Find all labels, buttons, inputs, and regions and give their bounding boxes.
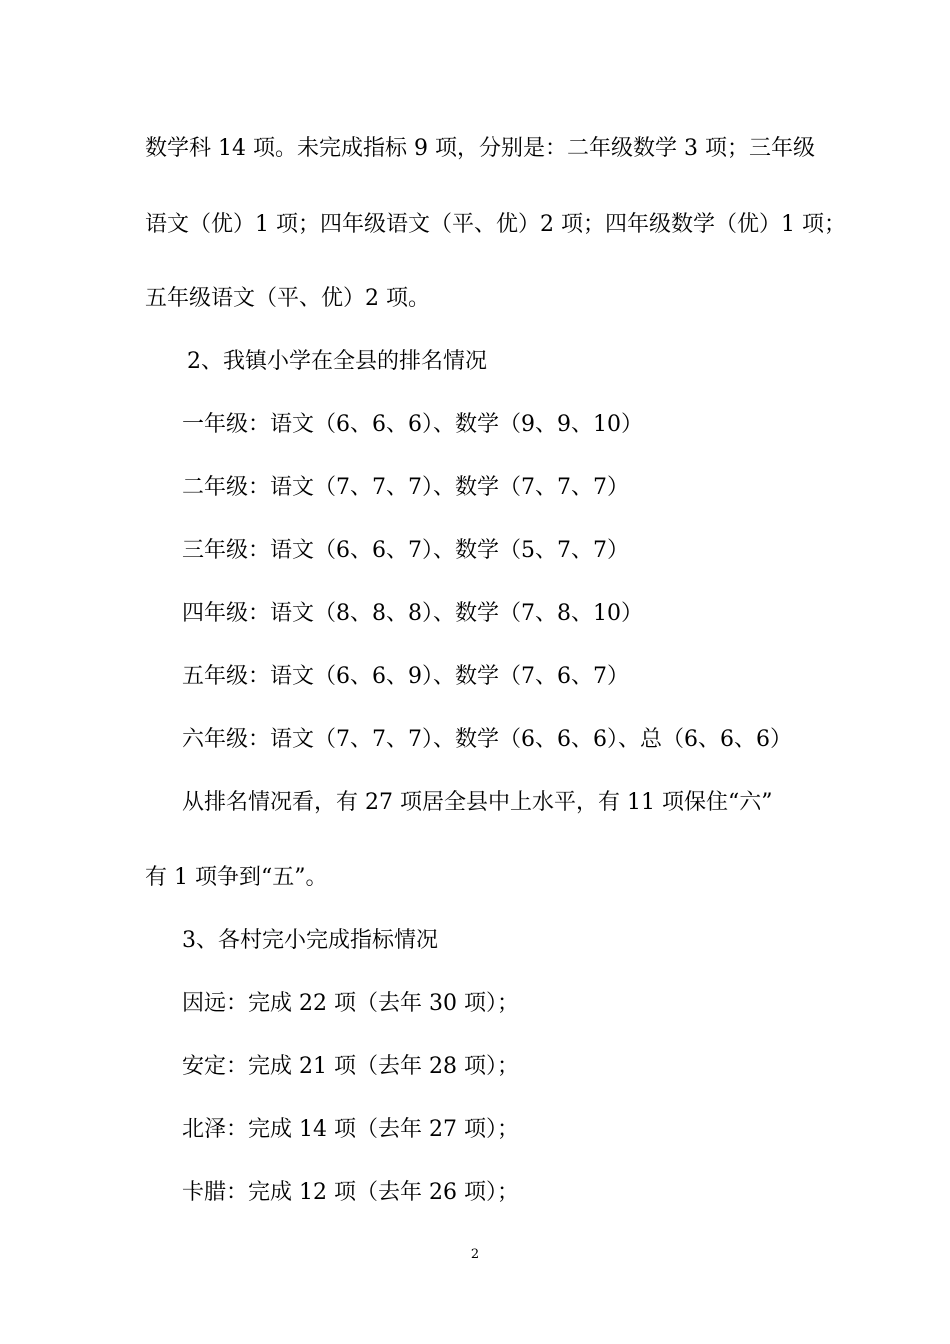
paragraph-line: 从排名情况看，有 27 项居全县中上水平，有 11 项保住“六” (182, 790, 773, 815)
ranking-line: 五年级：语文（6、6、9）、数学（7、6、7） (182, 664, 629, 689)
paragraph-line: 数学科 14 项。未完成指标 9 项，分别是：二年级数学 3 项；三年级 (145, 136, 815, 161)
village-line: 因远：完成 22 项（去年 30 项）； (182, 991, 519, 1016)
section-heading: 2、我镇小学在全县的排名情况 (187, 349, 487, 374)
ranking-line: 三年级：语文（6、6、7）、数学（5、7、7） (182, 538, 629, 563)
paragraph-line: 五年级语文（平、优）2 项。 (145, 286, 430, 311)
ranking-line: 六年级：语文（7、7、7）、数学（6、6、6）、总（6、6、6） (182, 727, 792, 752)
ranking-line: 二年级：语文（7、7、7）、数学（7、7、7） (182, 475, 629, 500)
ranking-line: 一年级：语文（6、6、6）、数学（9、9、10） (182, 412, 643, 437)
paragraph-line: 语文（优）1 项；四年级语文（平、优）2 项；四年级数学（优）1 项； (145, 212, 846, 237)
section-heading: 3、各村完小完成指标情况 (182, 928, 438, 953)
village-line: 安定：完成 21 项（去年 28 项）； (182, 1054, 519, 1079)
paragraph-line: 有 1 项争到“五”。 (145, 865, 328, 890)
page-number: 2 (470, 1247, 480, 1262)
village-line: 北泽：完成 14 项（去年 27 项）； (182, 1117, 519, 1142)
ranking-line: 四年级：语文（8、8、8）、数学（7、8、10） (182, 601, 643, 626)
village-line: 卡腊：完成 12 项（去年 26 项）； (182, 1180, 519, 1205)
